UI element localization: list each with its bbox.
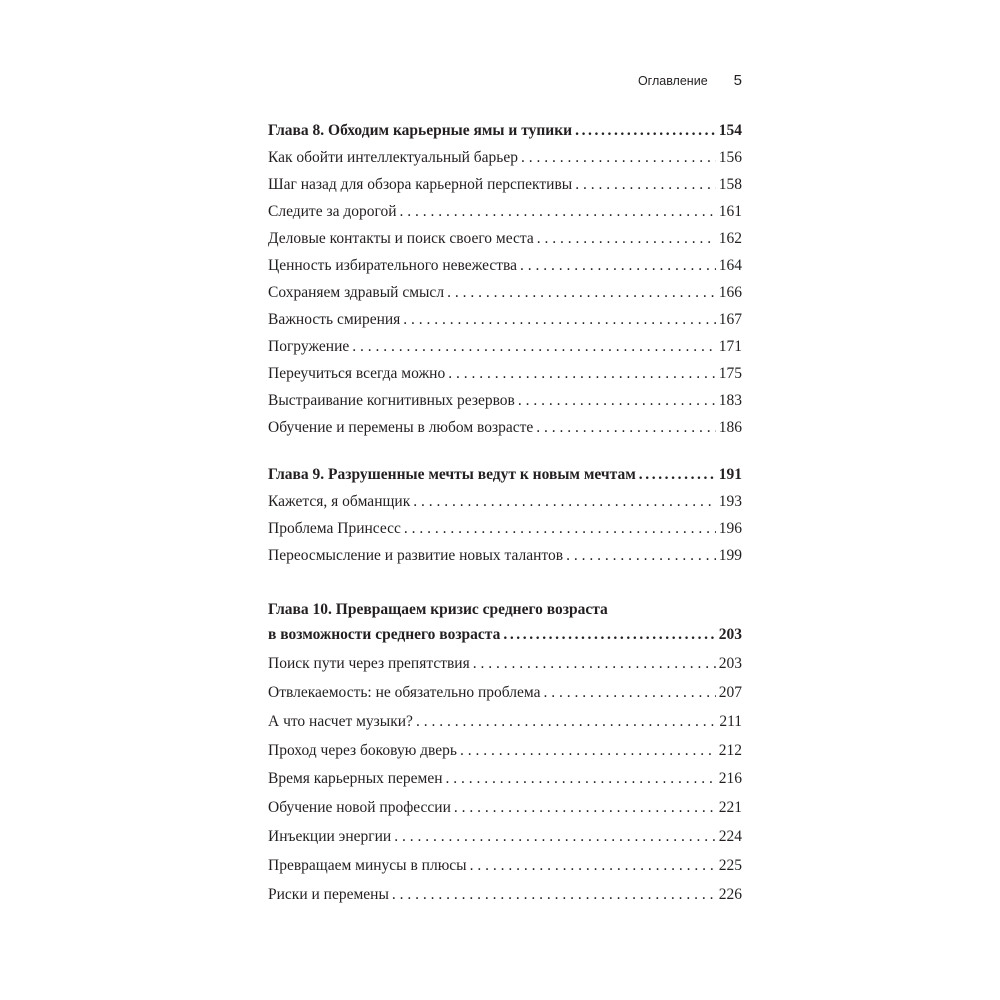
toc-entry-page: 162 xyxy=(718,230,742,247)
toc-chapter-9 xyxy=(268,461,742,569)
toc-entry-title: Проход через боковую дверь xyxy=(268,741,457,759)
toc-entry-title: Отвлекаемость: не обязательно проблема xyxy=(268,683,541,701)
toc-entry-page: 224 xyxy=(718,828,742,846)
chapter-heading[interactable] xyxy=(268,117,742,144)
toc-entry-title: Кажется, я обманщик xyxy=(268,493,411,510)
toc-entry-page: 183 xyxy=(718,392,742,409)
toc-entry-title: Шаг назад для обзора карьерной перспективы xyxy=(268,176,573,193)
toc-entry[interactable] xyxy=(268,387,742,414)
toc-entry[interactable] xyxy=(268,144,742,171)
dot-leader xyxy=(392,881,716,910)
toc-entry-page: 166 xyxy=(718,284,742,301)
toc-entry-page: 225 xyxy=(718,857,742,875)
toc-entry[interactable] xyxy=(268,306,742,333)
dot-leader xyxy=(460,737,716,766)
toc-entry-title: Глава 8. Обходим карьерные ямы и тупики xyxy=(268,122,573,139)
running-header xyxy=(500,72,742,89)
toc-entry-page: 158 xyxy=(718,176,742,193)
toc-entry-title: Переучиться всегда можно xyxy=(268,365,446,382)
toc-entry-page: 196 xyxy=(718,520,742,537)
toc-entry[interactable] xyxy=(268,823,742,852)
toc-entry-page: 156 xyxy=(718,149,742,166)
dot-leader xyxy=(448,360,716,387)
toc-entry-page: 203 xyxy=(718,654,742,672)
toc-entry-page: 216 xyxy=(718,770,742,788)
toc-entry[interactable] xyxy=(268,515,742,542)
toc-entry-title: Инъекции энергии xyxy=(268,828,392,846)
toc-entry[interactable] xyxy=(268,333,742,360)
toc-entry-page: 154 xyxy=(718,122,742,139)
dot-leader xyxy=(473,650,716,679)
dot-leader xyxy=(639,461,716,488)
toc-entry-title: Важность смирения xyxy=(268,311,401,328)
toc-entry[interactable] xyxy=(268,198,742,225)
toc-entry-title: Поиск пути через препятствия xyxy=(268,654,470,672)
toc-entry-page: 167 xyxy=(718,311,742,328)
dot-leader xyxy=(575,117,716,144)
toc-entry-title: Превращаем минусы в плюсы xyxy=(268,857,467,875)
toc-entry-title: Как обойти интеллектуальный барьер xyxy=(268,149,518,166)
toc-entry-title: в возможности среднего возраста xyxy=(268,626,501,643)
toc-entry-page: 221 xyxy=(718,799,742,817)
toc-entry-page: 212 xyxy=(718,741,742,759)
toc-entry-page: 207 xyxy=(718,683,742,701)
toc-entry-title: Обучение новой профессии xyxy=(268,799,451,817)
dot-leader xyxy=(470,852,716,881)
toc-entry-page: 226 xyxy=(718,886,742,904)
toc-entry-title: Проблема Принсесс xyxy=(268,520,401,537)
toc-entry-page: 193 xyxy=(718,493,742,510)
toc-entry[interactable] xyxy=(268,414,742,441)
dot-leader xyxy=(413,488,716,515)
dot-leader xyxy=(404,515,716,542)
toc-entry-title: Выстраивание когнитивных резервов xyxy=(268,392,515,409)
toc-entry-title: А что насчет музыки? xyxy=(268,712,413,730)
dot-leader xyxy=(403,306,715,333)
dot-leader xyxy=(400,198,716,225)
running-header-title: Оглавление xyxy=(637,73,708,88)
toc-entry[interactable] xyxy=(268,225,742,252)
toc-entry-page: 171 xyxy=(718,338,742,355)
toc-entry-title: Ценность избирательного невежества xyxy=(268,257,518,274)
dot-leader xyxy=(446,765,716,794)
toc-entry-page: 211 xyxy=(719,712,742,730)
toc-entry-page: 199 xyxy=(718,547,742,564)
toc-entry[interactable] xyxy=(268,279,742,306)
dot-leader xyxy=(536,414,715,441)
toc-entry[interactable] xyxy=(268,542,742,569)
toc-entry[interactable] xyxy=(268,881,742,910)
toc-entry[interactable] xyxy=(268,737,742,766)
dot-leader xyxy=(454,794,716,823)
toc-entry[interactable] xyxy=(268,765,742,794)
toc-entry-title: Следите за дорогой xyxy=(268,203,397,220)
dot-leader xyxy=(394,823,716,852)
dot-leader xyxy=(566,542,716,569)
toc-entry[interactable] xyxy=(268,794,742,823)
chapter-heading[interactable] xyxy=(268,621,742,650)
toc-entry-page: 175 xyxy=(718,365,742,382)
toc-chapter-8 xyxy=(268,117,742,441)
toc-entry[interactable] xyxy=(268,360,742,387)
dot-leader xyxy=(575,171,716,198)
toc-entry-title: Время карьерных перемен xyxy=(268,770,443,788)
toc-entry-title: Глава 9. Разрушенные мечты ведут к новым мечтам xyxy=(268,466,636,483)
dot-leader xyxy=(518,387,716,414)
toc-entry[interactable] xyxy=(268,488,742,515)
toc-entry-title: Деловые контакты и поиск своего места xyxy=(268,230,534,247)
dot-leader xyxy=(503,621,715,650)
chapter-title-line: Глава 10. Превращаем кризис среднего возраста xyxy=(268,601,608,618)
toc-entry-title: Переосмысление и развитие новых талантов xyxy=(268,547,564,564)
toc-entry[interactable] xyxy=(268,171,742,198)
toc-entry-title: Сохраняем здравый смысл xyxy=(268,284,445,301)
toc-entry[interactable] xyxy=(268,679,742,708)
dot-leader xyxy=(416,708,716,737)
toc-entry[interactable] xyxy=(268,252,742,279)
toc-entry-page: 186 xyxy=(718,419,742,436)
toc-entry[interactable] xyxy=(268,852,742,881)
dot-leader xyxy=(544,679,716,708)
dot-leader xyxy=(520,252,716,279)
toc-entry-page: 203 xyxy=(718,626,742,643)
dot-leader xyxy=(521,144,716,171)
toc-entry-page: 191 xyxy=(718,466,742,483)
toc-entry-page: 161 xyxy=(718,203,742,220)
toc-entry-page: 164 xyxy=(718,257,742,274)
page-number: 5 xyxy=(733,72,742,89)
chapter-heading[interactable] xyxy=(268,461,742,488)
toc-entry[interactable] xyxy=(268,650,742,679)
toc-entry-title: Погружение xyxy=(268,338,350,355)
toc-entry[interactable] xyxy=(268,708,742,737)
dot-leader xyxy=(537,225,716,252)
dot-leader xyxy=(352,333,716,360)
dot-leader xyxy=(447,279,716,306)
toc-entry-title: Обучение и перемены в любом возрасте xyxy=(268,419,534,436)
toc-entry-title: Риски и перемены xyxy=(268,886,389,904)
toc-chapter-10 xyxy=(268,599,742,910)
